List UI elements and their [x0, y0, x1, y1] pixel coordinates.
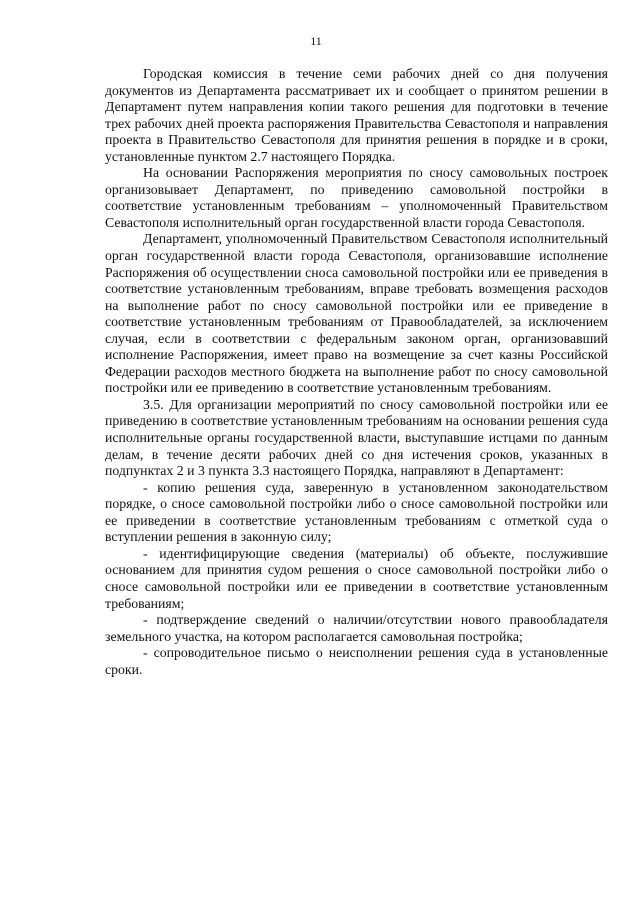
list-item-cover-letter: - сопроводительное письмо о неисполнении решения суда в установленные сроки. [105, 645, 608, 677]
document-body [105, 66, 608, 678]
list-item-court-decision-copy: - копию решения суда, заверенную в установленном законодательством порядке, о сносе самовольной постройки либо о сносе самовольной постройки или ее приведении в соответствие установленным требованиям с отметкой суда о вступлении решения в законную силу; [105, 479, 608, 545]
paragraph-section-3-5: 3.5. Для организации мероприятий по сносу самовольной постройки или ее приведению в соответствие установленным требованиям на основании решения суда исполнительные органы государственной власти, выступавшие истцами по данным делам, в течение десяти рабочих дней со дня истечения сроков, указанных в подпунктах 2 и 3 пункта 3.3 настоящего Порядка, направляют в Департамент: [105, 396, 608, 479]
page-number: 11 [310, 34, 322, 48]
paragraph-demolition-organization: На основании Распоряжения мероприятия по сносу самовольных построек организовывает Департамент, по приведению самовольной постройки в соответствие установленным требованиям – уполномоченный Правительством Севастополя исполнительный орган государственной власти города Севастополя. [105, 165, 608, 230]
paragraph-expense-reimbursement: Департамент, уполномоченный Правительством Севастополя исполнительный орган государственной власти города Севастополя, организовавшие исполнение Распоряжения об осуществлении сноса самовольной постройки или ее приведения в соответствие установленным требованиям, вправе требовать возмещения расходов на выполнение работ по сносу самовольной постройки или ее приведение в соответствие установленным требованиям от Правообладателей, за исключением случая, если в соответствии с федеральным законом орган, организовавший исполнение Распоряжения, имеет право на возмещение за счет казны Российской Федерации расходов местного бюджета на выполнение работ по сносу самовольной постройки или ее приведению в соответствие установленным требованиям. [105, 231, 608, 396]
list-item-identifying-info: - идентифицирующие сведения (материалы) об объекте, послужившие основанием для принятия судом решения о сносе самовольной постройки либо о сносе самовольной постройки или ее приведении в соответствие установленным требованиям; [105, 545, 608, 611]
paragraph-commission-decision: Городская комиссия в течение семи рабочих дней со дня получения документов из Департамента рассматривает их и сообщает о принятом решении в Департамент путем направления копии такого решения для подготовки в течение трех рабочих дней проекта распоряжения Правительства Севастополя и направления проекта в Правительство Севастополя для принятия решения в порядке и в сроки, установленные пунктом 2.7 настоящего Порядка. [105, 66, 608, 164]
list-item-owner-confirmation: - подтверждение сведений о наличии/отсутствии нового правообладателя земельного участка, на котором располагается самовольная постройка; [105, 612, 608, 644]
